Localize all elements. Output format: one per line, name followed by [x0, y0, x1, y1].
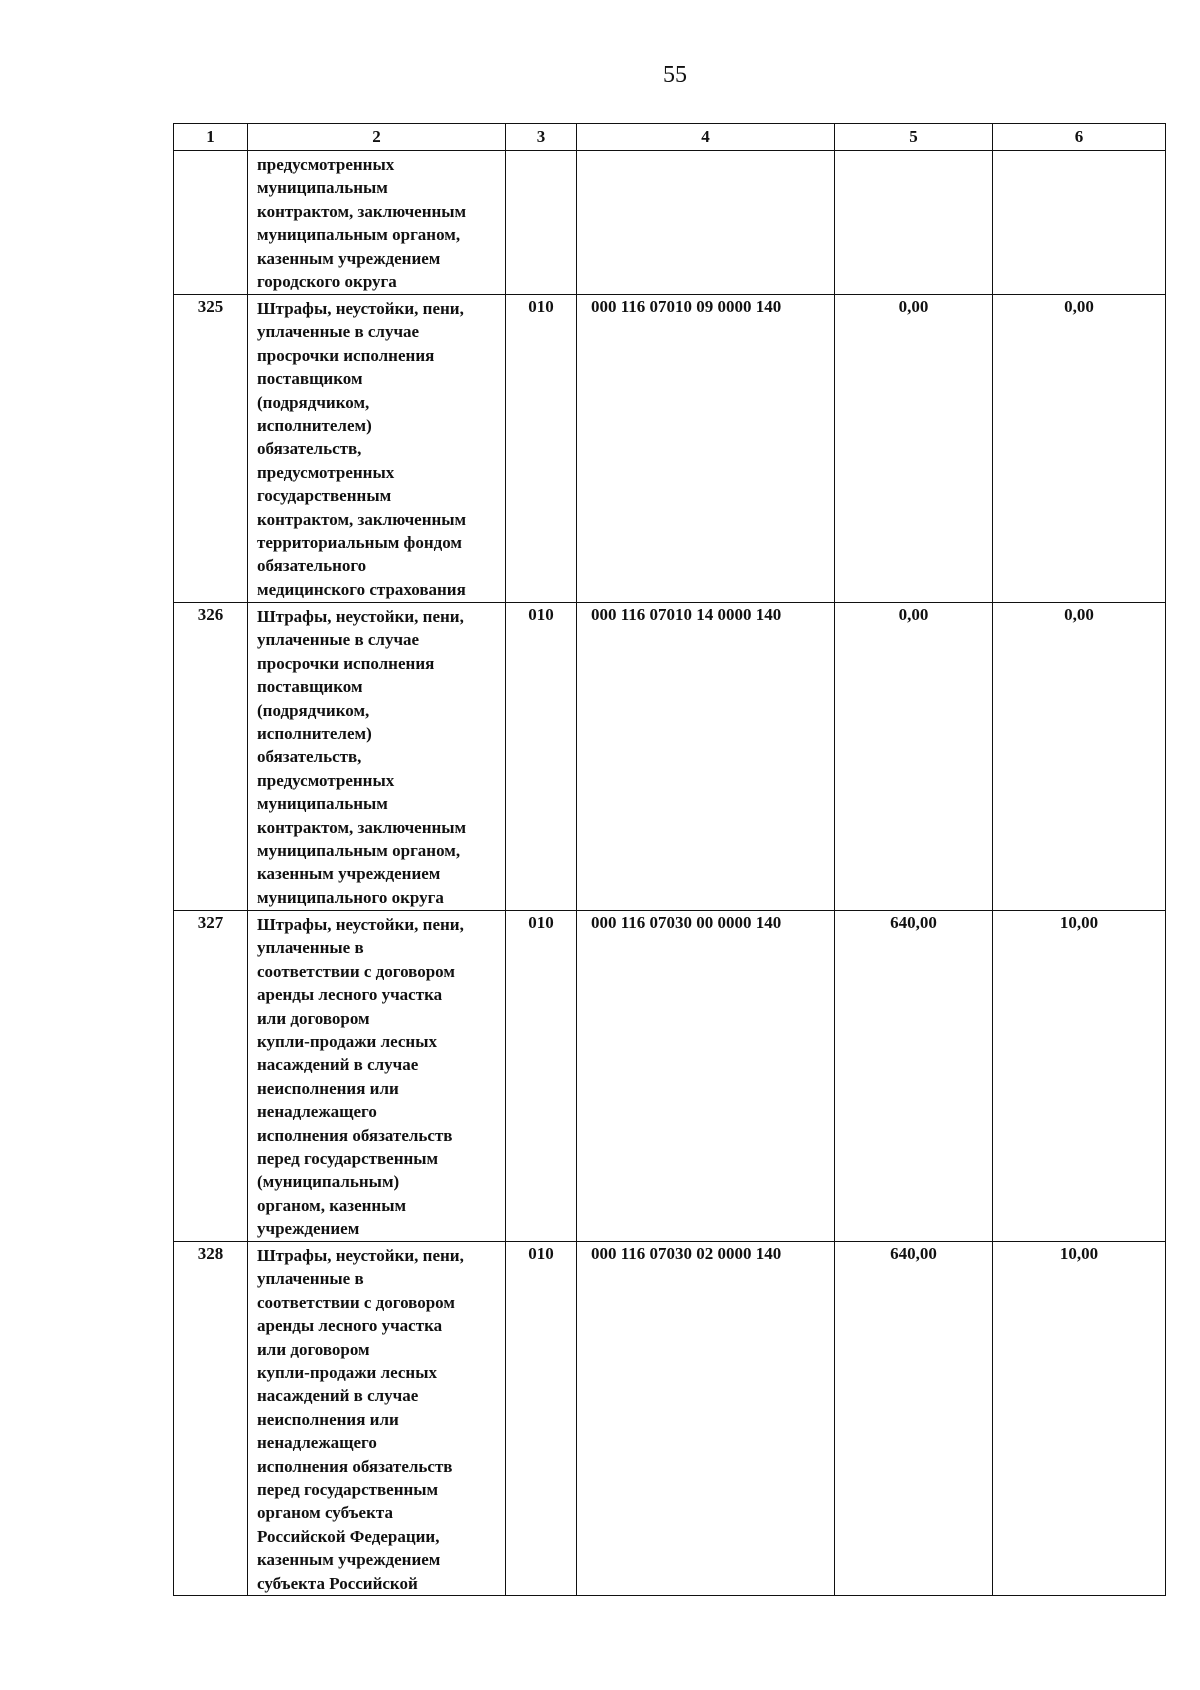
- description-line: исполнения обязательств: [257, 1456, 453, 1476]
- table-row: [174, 603, 1166, 911]
- description-line: медицинского страхования: [257, 579, 466, 599]
- description-line: контрактом, заключенным: [257, 201, 467, 221]
- description-line: (подрядчиком,: [257, 392, 370, 412]
- value-col5-cell: [835, 151, 993, 295]
- row-description: [248, 911, 506, 1242]
- description-line: государственным: [257, 486, 392, 506]
- page-number: 55: [663, 62, 687, 88]
- description-line: уплаченные в: [257, 938, 364, 958]
- description-line: контрактом, заключенным: [257, 817, 467, 837]
- budget-code: 000 116 07030 00 0000 140: [577, 911, 835, 1242]
- description-line: предусмотренных: [257, 155, 395, 174]
- description-line: неисполнения или: [257, 1409, 399, 1429]
- table-row: [174, 911, 1166, 1242]
- row-description: [248, 295, 506, 603]
- description-line: насаждений в случае: [257, 1386, 419, 1406]
- description-line: Штрафы, неустойки, пени,: [257, 915, 464, 934]
- description-line: муниципальным органом,: [257, 225, 461, 245]
- description-line: казенным учреждением: [257, 248, 441, 268]
- description-line: перед государственным: [257, 1480, 439, 1500]
- column-header: 2: [248, 124, 506, 151]
- value-col5: 0,00: [835, 295, 993, 603]
- description-line: поставщиком: [257, 677, 363, 697]
- row-number: 325: [174, 295, 248, 603]
- value-col5: 640,00: [835, 911, 993, 1242]
- description-line: Штрафы, неустойки, пени,: [257, 299, 464, 318]
- value-col5: 640,00: [835, 1242, 993, 1596]
- description-line: (муниципальным): [257, 1172, 400, 1192]
- value-col5: 0,00: [835, 603, 993, 911]
- description-line: предусмотренных: [257, 770, 395, 790]
- description-line: аренды лесного участка: [257, 1316, 443, 1336]
- row-description: [248, 1242, 506, 1596]
- row-description: [248, 603, 506, 911]
- description-line: соответствии с договором: [257, 961, 455, 981]
- description-line: уплаченные в случае: [257, 630, 420, 650]
- budget-code: 000 116 07030 02 0000 140: [577, 1242, 835, 1596]
- description-line: исполнения обязательств: [257, 1125, 453, 1145]
- row-number: 326: [174, 603, 248, 911]
- value-col6: 0,00: [993, 603, 1166, 911]
- description-line: муниципальным органом,: [257, 841, 461, 861]
- row-number: 327: [174, 911, 248, 1242]
- description-line: обязательного: [257, 556, 367, 576]
- description-line: казенным учреждением: [257, 864, 441, 884]
- budget-code: 000 116 07010 09 0000 140: [577, 295, 835, 603]
- description-line: ненадлежащего: [257, 1102, 377, 1122]
- description-line: исполнителем): [257, 724, 372, 744]
- description-line: или договором: [257, 1008, 370, 1028]
- value-col6: 10,00: [993, 911, 1166, 1242]
- description-line: муниципальным: [257, 178, 388, 198]
- admin-code: 010: [506, 911, 577, 1242]
- row-number-cell: [174, 151, 248, 295]
- description-line: обязательств,: [257, 439, 362, 459]
- description-line: просрочки исполнения: [257, 345, 435, 365]
- description-line: предусмотренных: [257, 462, 395, 482]
- description-line: органом, казенным: [257, 1195, 407, 1215]
- column-header: 4: [577, 124, 835, 151]
- column-header: 1: [174, 124, 248, 151]
- column-header: 5: [835, 124, 993, 151]
- description-line: учреждением: [257, 1219, 360, 1239]
- row-number: 328: [174, 1242, 248, 1596]
- description-line: или договором: [257, 1339, 370, 1359]
- description-line: территориальным фондом: [257, 533, 462, 553]
- description-line: городского округа: [257, 272, 397, 292]
- value-col6: 0,00: [993, 295, 1166, 603]
- admin-code: 010: [506, 295, 577, 603]
- description-line: Российской Федерации,: [257, 1526, 440, 1546]
- description-line: (подрядчиком,: [257, 700, 370, 720]
- admin-code-cell: [506, 151, 577, 295]
- description-line: органом субъекта: [257, 1503, 393, 1523]
- description-line: купли-продажи лесных: [257, 1363, 437, 1383]
- description-line: просрочки исполнения: [257, 653, 435, 673]
- description-line: казенным учреждением: [257, 1550, 441, 1570]
- description-line: ненадлежащего: [257, 1433, 377, 1453]
- budget-code-cell: [577, 151, 835, 295]
- description-line: насаждений в случае: [257, 1055, 419, 1075]
- admin-code: 010: [506, 1242, 577, 1596]
- admin-code: 010: [506, 603, 577, 911]
- description-line: неисполнения или: [257, 1078, 399, 1098]
- description-line: перед государственным: [257, 1149, 439, 1169]
- budget-table: [173, 123, 1166, 1596]
- row-description: [248, 151, 506, 295]
- description-line: муниципального округа: [257, 887, 444, 907]
- description-line: уплаченные в: [257, 1269, 364, 1289]
- value-col6-cell: [993, 151, 1166, 295]
- column-header: 6: [993, 124, 1166, 151]
- description-line: обязательств,: [257, 747, 362, 767]
- table-row: [174, 1242, 1166, 1596]
- description-line: поставщиком: [257, 369, 363, 389]
- column-header: 3: [506, 124, 577, 151]
- description-line: соответствии с договором: [257, 1292, 455, 1312]
- table-row: [174, 295, 1166, 603]
- table-header-row: [174, 124, 1166, 151]
- description-line: Штрафы, неустойки, пени,: [257, 1246, 464, 1265]
- description-line: контрактом, заключенным: [257, 509, 467, 529]
- description-line: муниципальным: [257, 794, 388, 814]
- description-line: Штрафы, неустойки, пени,: [257, 607, 464, 626]
- budget-code: 000 116 07010 14 0000 140: [577, 603, 835, 911]
- value-col6: 10,00: [993, 1242, 1166, 1596]
- description-line: аренды лесного участка: [257, 985, 443, 1005]
- description-line: субъекта Российской: [257, 1573, 418, 1593]
- table-row-continuation: [174, 151, 1166, 295]
- description-line: купли-продажи лесных: [257, 1032, 437, 1052]
- description-line: исполнителем): [257, 416, 372, 436]
- description-line: уплаченные в случае: [257, 322, 420, 342]
